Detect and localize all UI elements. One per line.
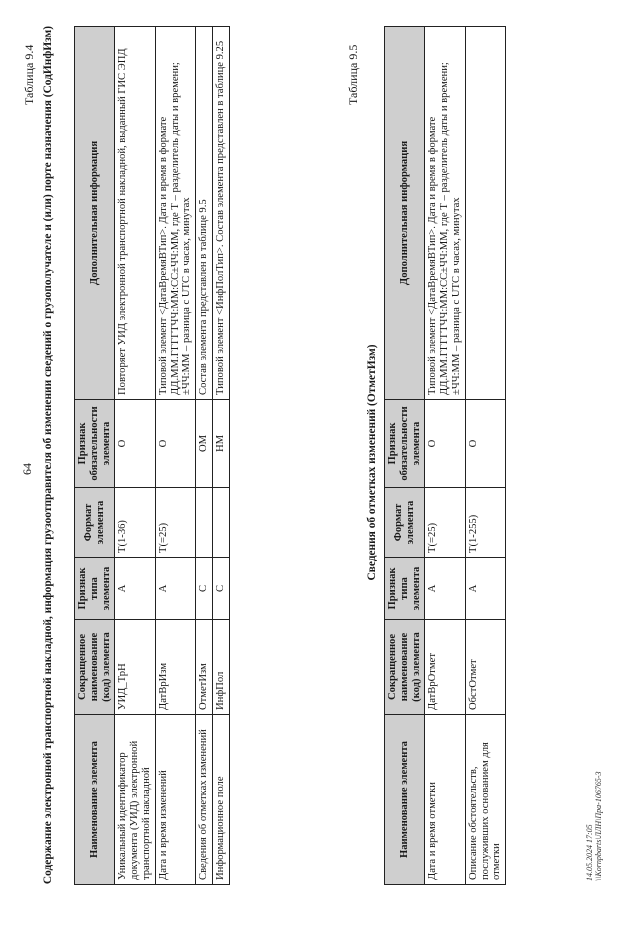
table-cell: ОМ (196, 400, 213, 488)
table-cell: ДатВрИзм (155, 620, 195, 715)
table-cell: А (155, 558, 195, 620)
table-cell: Сведения об отметках изменений (196, 715, 213, 885)
table1-caption: Таблица 9.4 (22, 44, 36, 105)
table-cell: О (425, 400, 465, 488)
table-cell: А (115, 558, 155, 620)
table-cell: Информационное поле (212, 715, 229, 885)
table-cell: НМ (212, 400, 229, 488)
table-cell: Типовой элемент <ДатаВремяВТип>. Дата и время в формате ДД.ММ.ГГГГТЧЧ:ММ:СС±ЧЧ:ММ, где Т – разделитель даты и времени; ±ЧЧ:ММ – разница с UTC в часах, минутах (425, 27, 465, 400)
table-cell: С (212, 558, 229, 620)
table-cell: Дата и время изменений (155, 715, 195, 885)
table1 (74, 26, 230, 885)
table-cell (212, 488, 229, 558)
page-number: 64 (20, 463, 34, 475)
table-cell: О (155, 400, 195, 488)
table-cell: Т(1-255) (465, 488, 505, 558)
table-cell: УИД_ТрН (115, 620, 155, 715)
table-cell: А (465, 558, 505, 620)
table1-header-name: Наименование элемента (75, 715, 115, 885)
file-stamp (585, 771, 603, 881)
table1-header-code: Сокращенное наименование (код) элемента (75, 620, 115, 715)
table-row (212, 27, 229, 885)
table1-header-info: Дополнительная информация (75, 27, 115, 400)
table-cell: С (196, 558, 213, 620)
table-cell: Т(1-36) (115, 488, 155, 558)
table2 (384, 26, 506, 885)
table-cell: О (115, 400, 155, 488)
table-cell: ОтметИзм (196, 620, 213, 715)
table1-header-row (75, 27, 115, 885)
table-cell: А (425, 558, 465, 620)
table-cell: Типовой элемент <ИнфПолТип>. Состав элемента представлен в таблице 9.25 (212, 27, 229, 400)
table2-header-name: Наименование элемента (385, 715, 425, 885)
table1-header-required: Признак обязательности элемента (75, 400, 115, 488)
table-cell: Т(=25) (425, 488, 465, 558)
table-row (465, 27, 505, 885)
table-cell (196, 488, 213, 558)
table-row (115, 27, 155, 885)
table-cell: Уникальный идентификатор документа (УИД) электронной транспортной накладной (115, 715, 155, 885)
table1-header-format: Формат элемента (75, 488, 115, 558)
table1-title: Содержание электронной транспортной накладной, информация грузоотправителя об изменении сведений о грузополучателе и (или) порте назначения (СодИнфИзм) (42, 25, 54, 885)
table2-header-required: Признак обязательности элемента (385, 400, 425, 488)
table-cell: Повторяет УИД электронной транспортной накладной, выданный ГИС ЭПД (115, 27, 155, 400)
stamp-date: 14.05.2024 17:05 (585, 824, 594, 881)
table2-header-info: Дополнительная информация (385, 27, 425, 400)
table-cell: ОбстОтмет (465, 620, 505, 715)
table-cell: ИнфПол (212, 620, 229, 715)
table-cell: ДатВрОтмет (425, 620, 465, 715)
table-cell: Типовой элемент <ДатаВремяВТип>. Дата и время в формате ДД.ММ.ГГГГТЧЧ:ММ:СС±ЧЧ:ММ, где Т – разделитель даты и времени; ±ЧЧ:ММ – разница с UTC в часах, минутах (155, 27, 195, 400)
table2-header-format: Формат элемента (385, 488, 425, 558)
table1-header-type: Признак типа элемента (75, 558, 115, 620)
table2-title: Сведения об отметках изменений (ОтметИзм) (366, 344, 378, 581)
table-cell: Дата и время отметки (425, 715, 465, 885)
table2-header-row (385, 27, 425, 885)
table-row (196, 27, 213, 885)
table-cell: Т(=25) (155, 488, 195, 558)
table-cell: О (465, 400, 505, 488)
table2-header-code: Сокращенное наименование (код) элемента (385, 620, 425, 715)
stamp-path: \\Kornpbarts\ЛЛН\Пра-106765-3 (594, 771, 603, 881)
table2-caption: Таблица 9.5 (346, 44, 360, 105)
table-row (425, 27, 465, 885)
table-cell: Состав элемента представлен в таблице 9.5 (196, 27, 213, 400)
table-cell: Описание обстоятельств, послуживших основанием для отметки (465, 715, 505, 885)
table-row (155, 27, 195, 885)
table-cell (465, 27, 505, 400)
table2-header-type: Признак типа элемента (385, 558, 425, 620)
